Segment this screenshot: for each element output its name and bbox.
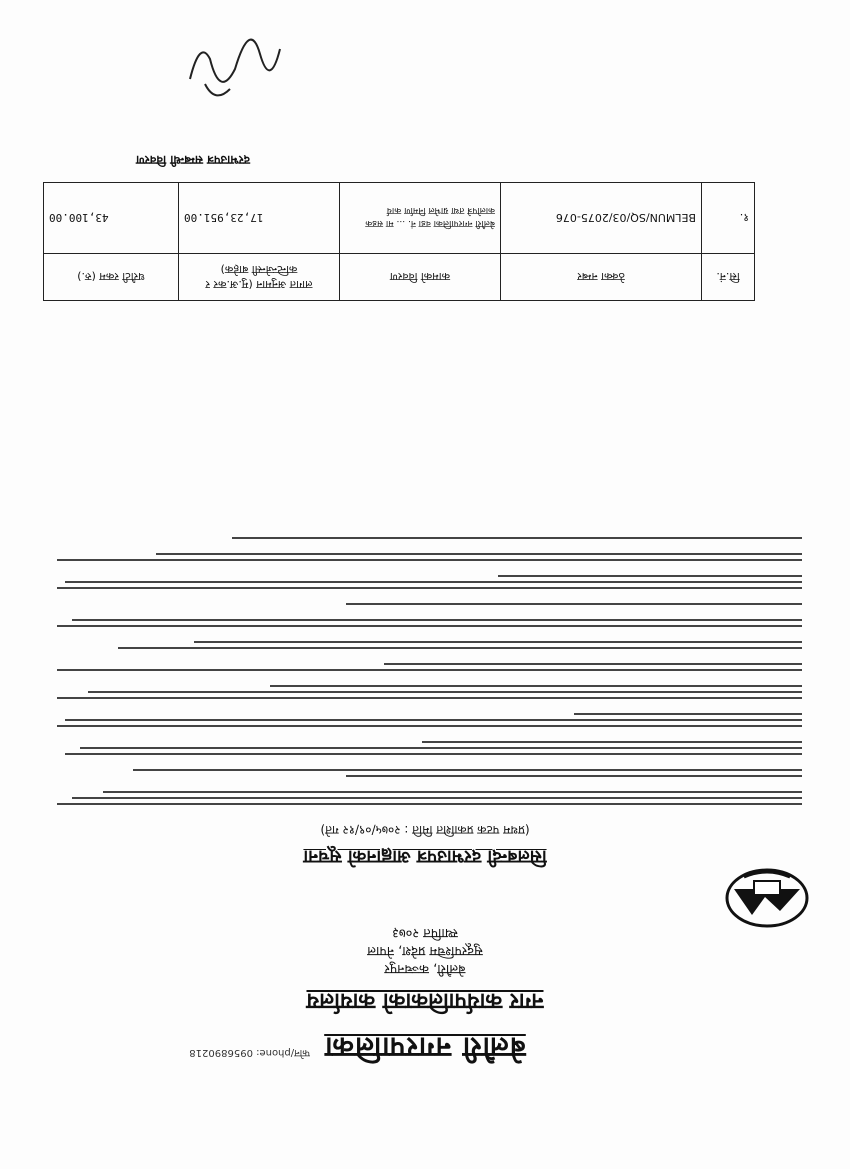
- table-header-row: [44, 254, 755, 301]
- header-deposit: धरौटी रकम (रु.): [44, 254, 179, 301]
- office-name: बेलौरी नगरपालिका: [324, 1031, 526, 1064]
- office-subtitle: नगर कार्यपालिकाको कार्यालय: [306, 988, 544, 1013]
- header-estimate: लागत अनुमान (मु.अ.कर र कन्टिन्जेन्सी बाहेक): [179, 254, 340, 301]
- header-description: कामको विवरण: [340, 254, 501, 301]
- handwritten-signature-icon: [180, 29, 290, 109]
- cell-deposit: 43,100.00: [44, 183, 179, 254]
- cell-sn: १.: [702, 183, 755, 254]
- schedule-table: [43, 182, 755, 301]
- table-caption: दरभाउपत्र सम्बन्धी विवरण: [136, 153, 250, 167]
- notice-title: सिलबन्दी दरभाउपत्र आह्वानको सूचना: [303, 846, 547, 867]
- government-emblem-icon: [724, 867, 810, 929]
- cell-contract-no: BELMUN/SQ/03/2075-076: [501, 183, 702, 254]
- header-contract-no: ठेक्का नम्बर: [501, 254, 702, 301]
- address-line-3: स्थापित २०७३: [392, 925, 458, 940]
- cell-description: बेलौरी नगरपालिका वडा नं. ... मा सडक कालोपत्रे तथा ग्राभेल निर्माण कार्य: [340, 183, 501, 254]
- notice-subtitle: (प्रथम पटक प्रकाशित मिति : २०७५/०९/१२ गते): [320, 823, 530, 837]
- cell-estimate: 17,23,951.00: [179, 183, 340, 254]
- notice-body: [42, 533, 802, 809]
- header-sn: सि.नं.: [702, 254, 755, 301]
- table-row: [44, 183, 755, 254]
- address-line-2: सुदूरपश्चिम प्रदेश, नेपाल: [367, 943, 483, 958]
- phone-number: फोन/phone: 0956890218: [189, 1047, 310, 1058]
- address-line-1: बेलौरी, कञ्चनपुर: [384, 961, 466, 976]
